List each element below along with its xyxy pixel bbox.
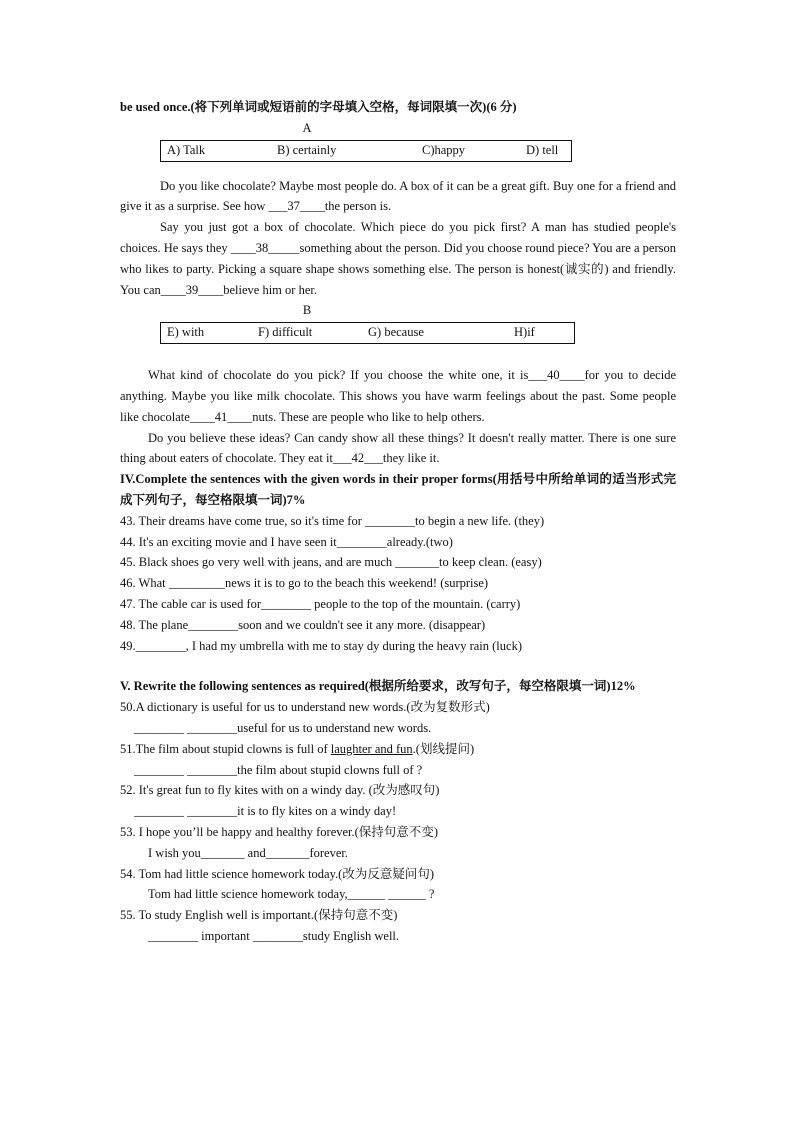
question-50: 50.A dictionary is useful for us to understand new words.(改为复数形式) bbox=[120, 700, 490, 715]
worksheet-page bbox=[120, 97, 676, 947]
question-52: 52. It's great fun to fly kites with on a windy day. (改为感叹句) bbox=[120, 783, 440, 798]
question-54: 54. Tom had little science homework today.(改为反意疑问句) bbox=[120, 866, 434, 881]
passage-paragraph-1: Do you like chocolate? Maybe most people do. A box of it can be a great gift. Buy one for a friend and give it as a surprise. See how ___37____the person is. bbox=[120, 178, 676, 214]
section4-title: IV.Complete the sentences with the given words in their proper forms(用括号中所给单词的适当形式完成下列句子，每空格限填一词)7% bbox=[120, 472, 676, 507]
word-option-b: B) certainly bbox=[277, 142, 337, 157]
question-44: 44. It's an exciting movie and I have seen it________already.(two) bbox=[120, 534, 453, 549]
word-option-d: D) tell bbox=[526, 142, 559, 157]
question-49: 49.________, I had my umbrella with me to stay dy during the heavy rain (luck) bbox=[120, 638, 522, 653]
answer-50: ________ ________useful for us to understand new words. bbox=[134, 720, 432, 735]
answer-51: ________ ________the film about stupid clowns full of ? bbox=[134, 762, 423, 777]
answer-53: I wish you_______ and_______forever. bbox=[148, 845, 348, 860]
answer-52: ________ ________it is to fly kites on a windy day! bbox=[134, 804, 397, 819]
question-43: 43. Their dreams have come true, so it's time for ________to begin a new life. (they) bbox=[120, 513, 545, 528]
question-55: 55. To study English well is important.(保持句意不变) bbox=[120, 908, 398, 923]
answer-54: Tom had little science homework today,______ ______ ? bbox=[148, 887, 435, 902]
section3-instruction: be used once.(将下列单词或短语前的字母填入空格，每词限填一次)(6 分) bbox=[120, 100, 517, 114]
question-45: 45. Black shoes go very well with jeans, and are much _______to keep clean. (easy) bbox=[120, 555, 542, 570]
word-option-g: G) because bbox=[368, 325, 424, 340]
word-option-f: F) difficult bbox=[258, 325, 313, 340]
question-51-underlined: laughter and fun bbox=[330, 741, 413, 756]
passage-paragraph-3: What kind of chocolate do you pick? If you choose the white one, it is___40____for you to decide anything. Maybe you like milk chocolate. This shows you have warm feelings about the past. Some people like chocolate____41____nuts. These are people who like to help others. bbox=[120, 368, 676, 424]
word-option-e: E) with bbox=[167, 325, 205, 340]
question-51-note: .(划线提问) bbox=[412, 741, 475, 756]
box-b-label: B bbox=[302, 303, 312, 318]
passage-paragraph-4: Do you believe these ideas? Can candy show all these things? It doesn't really matter. There is one sure thing about eaters of chocolate. They eat it___42___they like it. bbox=[120, 430, 676, 466]
question-47: 47. The cable car is used for________ people to the top of the mountain. (carry) bbox=[120, 596, 521, 611]
answer-55: ________ important ________study English well. bbox=[148, 928, 400, 943]
question-46: 46. What _________news it is to go to the beach this weekend! (surprise) bbox=[120, 576, 489, 591]
section5-title: V. Rewrite the following sentences as required(根据所给要求，改写句子，每空格限填一词)12% bbox=[120, 679, 636, 694]
box-a-label: A bbox=[302, 120, 312, 135]
word-box-a bbox=[160, 140, 572, 162]
question-51 bbox=[120, 739, 676, 760]
question-51-text: 51.The film about stupid clowns is full of bbox=[120, 741, 331, 756]
word-box-b bbox=[160, 322, 575, 344]
question-48: 48. The plane________soon and we couldn't see it any more. (disappear) bbox=[120, 617, 486, 632]
passage-paragraph-2: Say you just got a box of chocolate. Which piece do you pick first? A man has studied people's choices. He says they ____38_____something about the person. Did you choose round piece? You are a person who likes to party. Picking a square shape shows something else. The person is honest(诚实的) and friendly. You can____39____believe him or her. bbox=[120, 220, 676, 297]
word-option-c: C)happy bbox=[422, 142, 466, 157]
word-option-h: H)if bbox=[514, 325, 535, 340]
word-option-a: A) Talk bbox=[167, 142, 206, 157]
question-53: 53. I hope you’ll be happy and healthy forever.(保持句意不变) bbox=[120, 824, 438, 839]
